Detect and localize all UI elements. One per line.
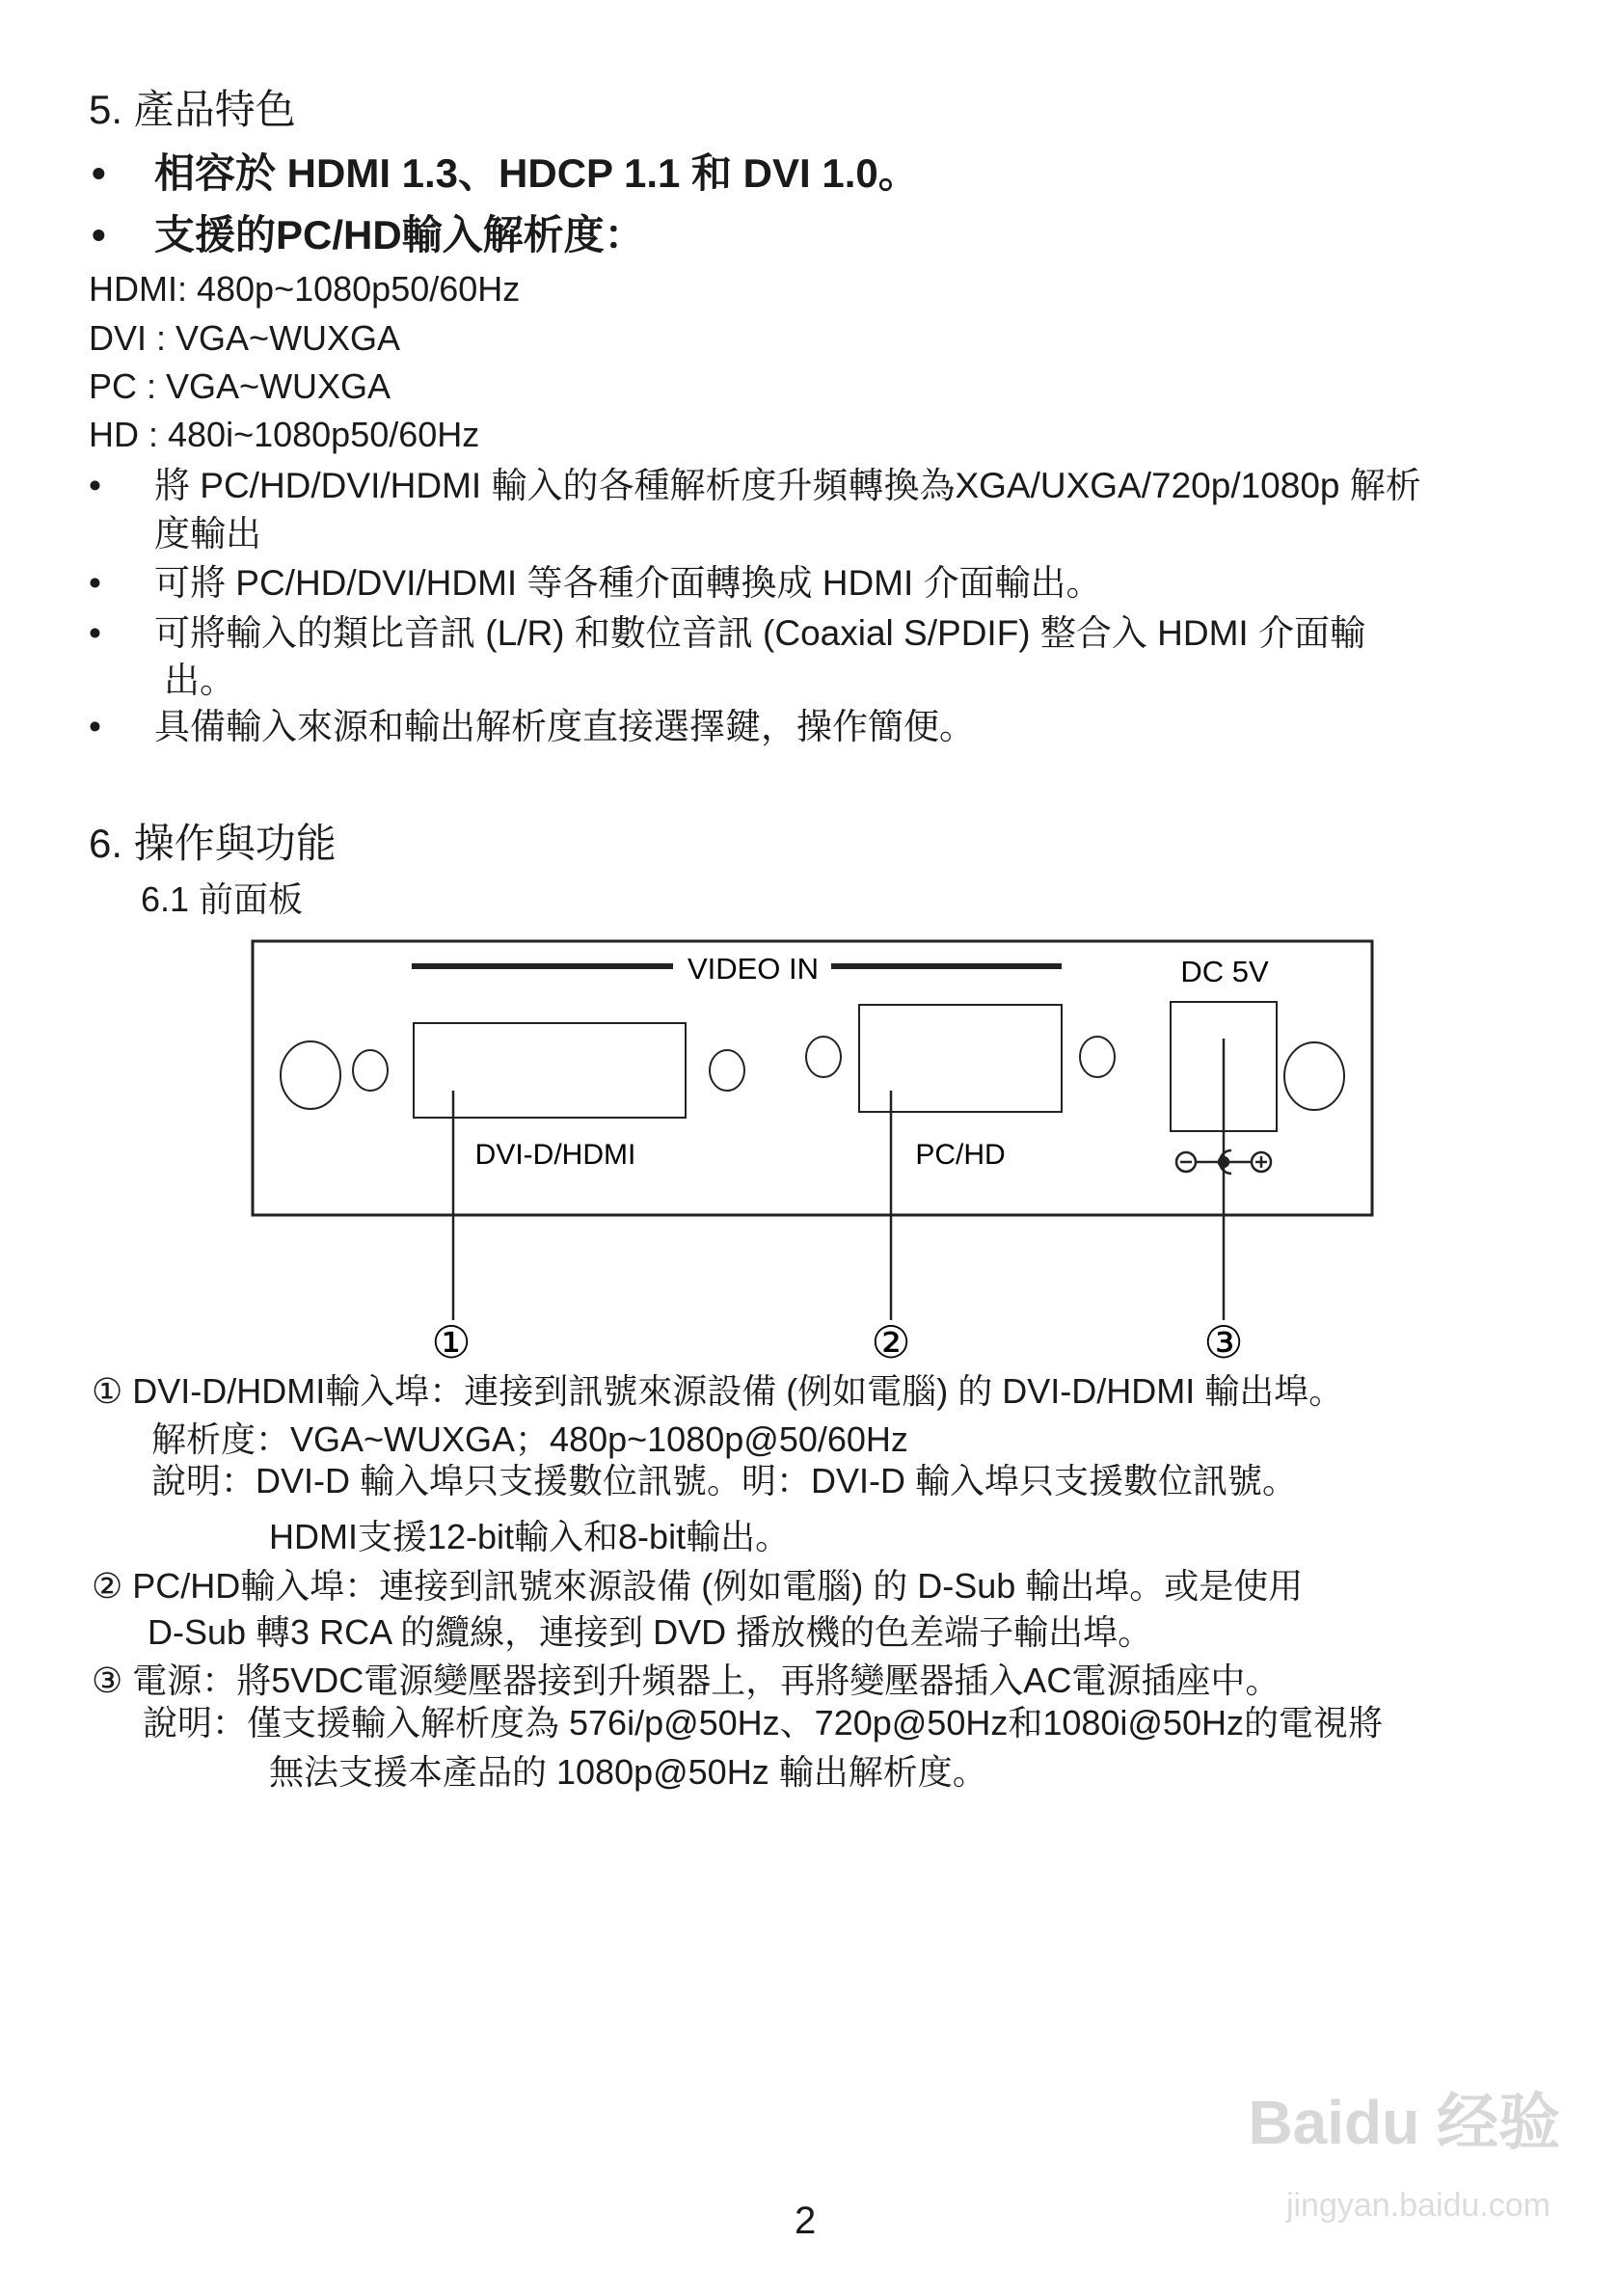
feature-bullet: 可將 PC/HD/DVI/HDMI 等各種介面轉換成 HDMI 介面輸出。 — [154, 563, 1102, 603]
feature-bullet: 具備輸入來源和輸出解析度直接選擇鍵，操作簡便。 — [154, 707, 975, 746]
bullet-icon: • — [89, 707, 101, 746]
screw-icon — [806, 1037, 841, 1077]
note-dvi: ① DVI-D/HDMI輸入埠：連接到訊號來源設備 (例如電腦) 的 DVI-D/HDMI 輸出埠。 — [92, 1371, 1344, 1411]
feature-compat: 相容於 HDMI 1.3、HDCP 1.1 和 DVI 1.0。 — [154, 150, 919, 196]
baidu-watermark-url: jingyan.baidu.com — [1285, 2187, 1551, 2224]
note-power-desc: 說明：僅支援輸入解析度為 576i/p@50Hz、720p@50Hz和1080i@50Hz的電視將 — [143, 1703, 1384, 1742]
note-power: ③ 電源：將5VDC電源變壓器接到升頻器上，再將變壓器插入AC電源插座中。 — [92, 1661, 1281, 1700]
section-6-title: 6. 操作與功能 — [89, 821, 337, 866]
bullet-icon: • — [89, 466, 101, 505]
page-number: 2 — [795, 2200, 817, 2242]
callout-2: ② — [871, 1316, 911, 1368]
dc-label: DC 5V — [1180, 955, 1269, 988]
screw-icon — [1080, 1037, 1115, 1077]
bullet-icon: • — [92, 150, 106, 196]
screw-icon — [710, 1050, 744, 1091]
res-line: HD : 480i~1080p50/60Hz — [89, 415, 480, 454]
note-power-desc-cont: 無法支援本產品的 1080p@50Hz 輸出解析度。 — [269, 1752, 987, 1792]
dvi-hdmi-label: DVI-D/HDMI — [474, 1139, 636, 1171]
note-pc-cont: D-Sub 轉3 RCA 的纜線，連接到 DVD 播放機的色差端子輸出埠。 — [148, 1612, 1153, 1652]
section-6-1-subtitle: 6.1 前面板 — [141, 879, 304, 919]
baidu-watermark-logo: Baidu 经验 — [1248, 2088, 1560, 2157]
res-line: PC : VGA~WUXGA — [89, 366, 391, 406]
section-5-title: 5. 產品特色 — [89, 87, 296, 132]
knob-right — [1284, 1042, 1344, 1110]
res-line: HDMI: 480p~1080p50/60Hz — [89, 269, 521, 309]
callout-3: ③ — [1203, 1316, 1244, 1368]
note-dvi-hdmi: HDMI支援12-bit輸入和8-bit輸出。 — [269, 1517, 791, 1556]
callout-1: ① — [431, 1316, 472, 1368]
res-line: DVI : VGA~WUXGA — [89, 318, 401, 358]
knob-left — [281, 1041, 340, 1109]
feature-bullet: 可將輸入的類比音訊 (L/R) 和數位音訊 (Coaxial S/PDIF) 整合入 HDMI 介面輸 — [154, 613, 1365, 653]
note-pc: ② PC/HD輸入埠：連接到訊號來源設備 (例如電腦) 的 D-Sub 輸出埠。或是使用 — [92, 1566, 1304, 1606]
feature-bullet-cont: 出。 — [164, 661, 235, 700]
bullet-icon: • — [89, 613, 101, 653]
note-dvi-res: 解析度：VGA~WUXGA；480p~1080p@50/60Hz — [151, 1419, 908, 1459]
feature-bullet: 將 PC/HD/DVI/HDMI 輸入的各種解析度升頻轉換為XGA/UXGA/720p/1080p 解析 — [154, 466, 1421, 505]
feature-resolution: 支援的PC/HD輸入解析度： — [154, 212, 645, 257]
dvi-port — [414, 1023, 686, 1118]
feature-bullet-cont: 度輸出 — [154, 514, 261, 554]
pc-hd-label: PC/HD — [915, 1139, 1006, 1171]
video-in-label: VIDEO IN — [687, 952, 820, 986]
bullet-icon: • — [89, 563, 101, 603]
vga-port — [859, 1005, 1062, 1112]
bullet-icon: • — [92, 212, 106, 257]
screw-icon — [353, 1050, 388, 1091]
note-dvi-desc: 說明：DVI-D 輸入埠只支援數位訊號。明：DVI-D 輸入埠只支援數位訊號。 — [151, 1461, 1298, 1500]
